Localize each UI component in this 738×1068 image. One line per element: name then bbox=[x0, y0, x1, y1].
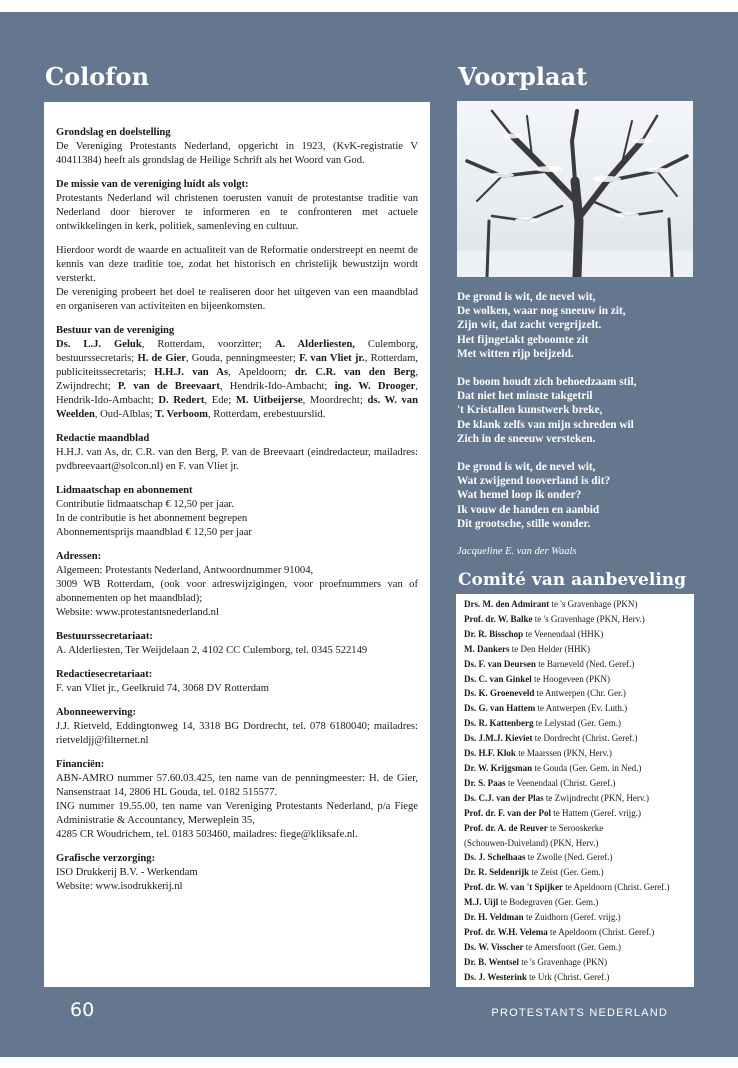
comite-member bbox=[464, 731, 694, 746]
section-line: ISO Drukkerij B.V. - Werkendam bbox=[56, 867, 198, 878]
section-title: Redactie maandblad bbox=[56, 433, 150, 444]
comite-list bbox=[456, 594, 694, 987]
comite-member-place: te Zwijndrecht (PKN, Herv.) bbox=[543, 792, 649, 803]
board-member-name: ing. W. Drooger bbox=[334, 381, 416, 392]
section-line: Website: www.isodrukkerij.nl bbox=[56, 881, 183, 892]
comite-member-place: te Apeldoorn (Christ. Geref.) bbox=[547, 926, 655, 937]
poem-line: De wolken, waar nog sneeuw in zit, bbox=[457, 305, 626, 318]
board-member-info: , Hendrik-Ido-Ambacht; bbox=[56, 381, 418, 406]
colofon-section bbox=[56, 286, 418, 314]
cover-photo-snowy-tree bbox=[457, 101, 693, 277]
comite-member-place: te Dordrecht (Christ. Geref.) bbox=[532, 733, 638, 744]
comite-member bbox=[464, 806, 694, 821]
comite-member-name: Ds. J. Westerink bbox=[464, 971, 527, 982]
comite-member-name: Dr. H. Veldman bbox=[464, 912, 524, 923]
comite-member bbox=[464, 970, 694, 985]
comite-member-place: te Barneveld (Ned. Geref.) bbox=[535, 658, 635, 669]
board-member-info: Culemborg, bestuurssecretaris; bbox=[56, 339, 418, 364]
comite-member-place: te Den Helder (HHK) bbox=[509, 643, 590, 654]
comite-member-place: te Zeist (Ger. Gem.) bbox=[529, 867, 604, 878]
board-member-info: , Oud-Alblas; bbox=[94, 409, 156, 420]
section-title: Adressen: bbox=[56, 551, 102, 562]
colofon-section bbox=[56, 244, 418, 286]
comite-member-name: Ds. C. van Ginkel bbox=[464, 673, 532, 684]
comite-heading: Comité van aanbeveling bbox=[458, 570, 687, 590]
colofon-section bbox=[56, 630, 418, 658]
section-line: ABN-AMRO nummer 57.60.03.425, ten name van de penningmeester: H. de Gier, Nansenstraat 14, 2806 HL Gouda, tel. 0182 515577. bbox=[56, 773, 418, 798]
poem-line: De klank zelfs van mijn schreden wil bbox=[457, 418, 634, 431]
poem-line: Ik vouw de handen en aanbid bbox=[457, 503, 600, 516]
section-text: De vereniging probeert het doel te realiseren door het uitgeven van een maandblad en organiseren van activiteiten en bijeenkomsten. bbox=[56, 287, 418, 312]
comite-member-name: Ds. H.F. Klok bbox=[464, 748, 516, 759]
section-title: De missie van de vereniging luidt als volgt: bbox=[56, 179, 249, 190]
comite-member bbox=[464, 672, 694, 687]
comite-member bbox=[464, 865, 694, 880]
section-line: Contributie lidmaatschap € 12,50 per jaar. bbox=[56, 499, 234, 510]
colofon-section bbox=[56, 550, 418, 620]
comite-member-name: Prof. dr. W.H. Velema bbox=[464, 926, 548, 937]
comite-member-place: te Zuidhorn (Geref. vrijg.) bbox=[523, 912, 621, 923]
comite-member bbox=[464, 955, 694, 970]
comite-member-name: M.J. Uijl bbox=[464, 897, 499, 908]
colofon-section bbox=[56, 668, 418, 696]
board-member-info: , Moordrecht; bbox=[302, 395, 368, 406]
section-title: Lidmaatschap en abonnement bbox=[56, 485, 193, 496]
comite-member-place: te 's Gravenhage (PKN) bbox=[549, 599, 638, 609]
comite-member bbox=[464, 940, 694, 955]
comite-member bbox=[464, 895, 694, 910]
comite-member bbox=[464, 597, 694, 612]
poem-line: De boom houdt zich behoedzaam stil, bbox=[457, 376, 637, 389]
board-member-info: , Ede; bbox=[204, 395, 236, 406]
section-line: F. van Vliet jr., Geelkruid 74, 3068 DV Rotterdam bbox=[56, 683, 269, 694]
section-title: Bestuurssecretariaat: bbox=[56, 631, 153, 642]
comite-member-name: Dr. S. Paas bbox=[464, 777, 506, 788]
board-member-name: H. de Gier bbox=[137, 353, 186, 364]
comite-member-name: Prof. dr. A. de Reuver bbox=[464, 822, 548, 833]
comite-member-place: te Antwerpen (Ev. Luth.) bbox=[535, 703, 628, 714]
section-line: 4285 CR Woudrichem, tel. 0183 503460, mailadres: fiege@kliksafe.nl. bbox=[56, 829, 358, 840]
comite-member bbox=[464, 791, 694, 806]
comite-member bbox=[464, 880, 694, 895]
comite-member-name: Prof. dr. W. Balke bbox=[464, 613, 533, 624]
comite-member-place: te Hattem (Geref. vrijg.) bbox=[551, 807, 641, 818]
colofon-section bbox=[56, 178, 418, 234]
poem-line: Zich in de sneeuw versteken. bbox=[457, 432, 596, 445]
comite-member-place: te Apeldoorn (Christ. Geref.) bbox=[563, 882, 670, 893]
comite-member-place: te Bodegraven (Ger. Gem.) bbox=[498, 897, 599, 908]
comite-member bbox=[464, 821, 694, 836]
poem-line: Zijn wit, dat zacht vergrijzelt. bbox=[457, 319, 602, 332]
comite-member-place: te Veenendaal (HHK) bbox=[523, 628, 604, 639]
comite-member-name: Ds. K. Groeneveld bbox=[464, 688, 535, 699]
board-member-name: M. Uitbeijerse bbox=[235, 395, 303, 406]
board-member-name: D. Redert bbox=[158, 395, 205, 406]
comite-member-name: Ds. R. Kattenberg bbox=[464, 718, 534, 729]
comite-member bbox=[464, 746, 694, 761]
comite-member-place: te Gouda (Ger. Gem. in Ned.) bbox=[532, 762, 642, 773]
section-line: Abonnementsprijs maandblad € 12,50 per jaar bbox=[56, 527, 252, 538]
section-text: Hierdoor wordt de waarde en actualiteit van de Reformatie onderstreept en neemt de kennis van deze traditie toe, zodat het historisch en christelijk bewustzijn wordt versterkt. bbox=[56, 245, 418, 284]
section-text: H.H.J. van As, dr. C.R. van den Berg, P. van de Breevaart (eindredacteur, mailadres: pvdbreevaart@solcon.nl) en F. van Vliet jr. bbox=[56, 447, 418, 472]
comite-member-name: Dr. W. Krijgsman bbox=[464, 762, 533, 773]
comite-member-place: te Zwolle (Ned. Geref.) bbox=[525, 852, 613, 863]
comite-member-name: Ds. C.J. van der Plas bbox=[464, 792, 544, 803]
board-member-name: P. van de Breevaart bbox=[117, 381, 220, 392]
comite-member-name: Ds. J. Schelhaas bbox=[464, 852, 526, 863]
section-title: Redactiesecretariaat: bbox=[56, 669, 153, 680]
comite-member bbox=[464, 836, 694, 851]
section-title: Grondslag en doelstelling bbox=[56, 127, 171, 138]
comite-member bbox=[464, 686, 694, 701]
comite-member-name: Dr. B. Wentsel bbox=[464, 956, 520, 967]
section-title: Grafische verzorging: bbox=[56, 853, 156, 864]
comite-member-place: te Veenendaal (Christ. Geref.) bbox=[505, 777, 616, 788]
poem bbox=[457, 290, 697, 545]
comite-member-place: te Maarssen (PKN, Herv.) bbox=[515, 748, 612, 759]
section-line: Algemeen: Protestants Nederland, Antwoordnummer 91004, bbox=[56, 565, 314, 576]
board-member-name: Ds. L.J. Geluk bbox=[56, 339, 142, 350]
section-title: Bestuur van de vereniging bbox=[56, 325, 175, 336]
colofon-section bbox=[56, 852, 418, 894]
comite-member bbox=[464, 925, 694, 940]
comite-member bbox=[464, 657, 694, 672]
comite-member-place: te Antwerpen (Chr. Ger.) bbox=[534, 688, 626, 699]
board-member-name: dr. C.R. van den Berg bbox=[294, 367, 416, 378]
colofon-section bbox=[56, 706, 418, 748]
poem-line: Dat niet het minste takgetril bbox=[457, 390, 593, 403]
comite-member-name: Prof. dr. F. van der Pol bbox=[464, 807, 552, 818]
comite-member bbox=[464, 642, 694, 657]
comite-member-place: te Amersfoort (Ger. Gem.) bbox=[523, 941, 621, 952]
colofon-section bbox=[56, 324, 418, 422]
section-line: In de contributie is het abonnement begrepen bbox=[56, 513, 248, 524]
poem-stanza bbox=[457, 375, 697, 446]
colofon-panel bbox=[44, 102, 430, 987]
comite-member-place: te Serooskerke bbox=[547, 822, 604, 833]
poem-line: De grond is wit, de nevel wit, bbox=[457, 291, 596, 303]
board-member-info: , Rotterdam, voorzitter; bbox=[141, 339, 275, 350]
board-member-info: , Rotterdam, publiciteitssecretaris; bbox=[56, 353, 418, 378]
comite-member-name: Ds. J.M.J. Kieviet bbox=[464, 733, 533, 744]
poem-author: Jacqueline E. van der Waals bbox=[457, 546, 577, 557]
comite-member bbox=[464, 850, 694, 865]
poem-line: De grond is wit, de nevel wit, bbox=[457, 461, 596, 474]
comite-member-place: te Hoogeveen (PKN) bbox=[531, 673, 610, 684]
section-text: Protestants Nederland wil christenen toerusten vanuit de protestantse traditie van Nederland door hierover te informeren en te confronteren met actuele ontwikkelingen in kerk, politiek, samenleving en cultuur. bbox=[56, 193, 418, 232]
comite-member-name: Drs. M. den Admirant bbox=[464, 599, 550, 609]
section-line: J.J. Rietveld, Eddingtonweg 14, 3318 BG Dordrecht, tel. 078 6180040; mailadres: rietveldjj@filternet.nl bbox=[56, 721, 418, 746]
poem-line: Dit grootsche, stille wonder. bbox=[457, 517, 591, 530]
comite-member-place: (Schouwen-Duiveland) (PKN, Herv.) bbox=[464, 837, 599, 848]
comite-member-name: Dr. R. Bisschop bbox=[464, 628, 524, 639]
comite-member-name: Ds. G. van Hattem bbox=[464, 703, 536, 714]
poem-stanza bbox=[457, 460, 697, 531]
comite-member-place: te Urk (Christ. Geref.) bbox=[526, 971, 610, 982]
section-line: ING nummer 19.55.00, ten name van Vereniging Protestants Nederland, p/a Fiege Administratie & Accountancy, Merweplein 35, bbox=[56, 801, 418, 826]
footer-brand: PROTESTANTS NEDERLAND bbox=[491, 1007, 668, 1019]
comite-member bbox=[464, 716, 694, 731]
section-line: Website: www.protestantsnederland.nl bbox=[56, 607, 219, 618]
comite-member-name: M. Dankers bbox=[464, 643, 510, 654]
comite-member-name: Prof. dr. W. van 't Spijker bbox=[464, 882, 564, 893]
section-title: Abonneewerving: bbox=[56, 707, 137, 718]
section-line: 3009 WB Rotterdam, (ook voor adreswijzigingen, voor proefnummers van of abonnementen op het maandblad); bbox=[56, 579, 418, 604]
section-title: Financiën: bbox=[56, 759, 105, 770]
board-member-name: A. Alderliesten, bbox=[274, 339, 355, 350]
comite-member-name: Ds. W. Visscher bbox=[464, 941, 524, 952]
section-line: A. Alderliesten, Ter Weijdelaan 2, 4102 CC Culemborg, tel. 0345 522149 bbox=[56, 645, 368, 656]
poem-stanza bbox=[457, 290, 697, 361]
colofon-section bbox=[56, 126, 418, 168]
comite-member-name: Dr. R. Seldenrijk bbox=[464, 867, 530, 878]
colofon-section bbox=[56, 484, 418, 540]
board-member-info: , Apeldoorn; bbox=[228, 367, 295, 378]
board-member-name: T. Verboom bbox=[155, 409, 208, 420]
comite-member-place: te Lelystad (Ger. Gem.) bbox=[533, 718, 621, 729]
comite-member bbox=[464, 776, 694, 791]
comite-member-place: te 's Gravenhage (PKN, Herv.) bbox=[532, 613, 645, 624]
poem-line: Het fijngetakt geboomte zit bbox=[457, 333, 589, 346]
colofon-section bbox=[56, 432, 418, 474]
comite-member bbox=[464, 761, 694, 776]
comite-member-name: Ds. F. van Deursen bbox=[464, 658, 536, 669]
voorplaat-heading: Voorplaat bbox=[458, 62, 588, 91]
comite-member bbox=[464, 627, 694, 642]
board-member-name: H.H.J. van As bbox=[154, 367, 229, 378]
comite-member bbox=[464, 701, 694, 716]
comite-member bbox=[464, 910, 694, 925]
board-member-name: ds. W. van Weelden bbox=[56, 395, 418, 420]
board-member-info: , Hendrik-Ido-Ambacht; bbox=[219, 381, 335, 392]
board-member-info: , Rotterdam, erebestuurslid. bbox=[207, 409, 326, 420]
page-number: 60 bbox=[70, 999, 95, 1021]
poem-line: Wat zwijgend tooverland is dit? bbox=[457, 475, 611, 488]
board-members bbox=[56, 338, 418, 422]
colofon-section bbox=[56, 758, 418, 842]
poem-line: Met witten rijp beijzeld. bbox=[457, 347, 574, 360]
colofon-heading: Colofon bbox=[45, 62, 150, 91]
poem-line: 't Kristallen kunstwerk breke, bbox=[457, 404, 603, 417]
board-member-info: , Zwijndrecht; bbox=[56, 367, 418, 392]
board-member-name: F. van Vliet jr. bbox=[299, 353, 365, 364]
board-member-info: , Gouda, penningmeester; bbox=[185, 353, 300, 364]
section-text: De Vereniging Protestants Nederland, opgericht in 1923, (KvK-registratie V 40411384) heeft als grondslag de Heilige Schrift als het Woord van God. bbox=[56, 141, 418, 166]
comite-member bbox=[464, 612, 694, 627]
comite-member-place: te 's Gravenhage (PKN) bbox=[519, 956, 608, 967]
poem-line: Wat hemel loop ik onder? bbox=[457, 489, 582, 502]
